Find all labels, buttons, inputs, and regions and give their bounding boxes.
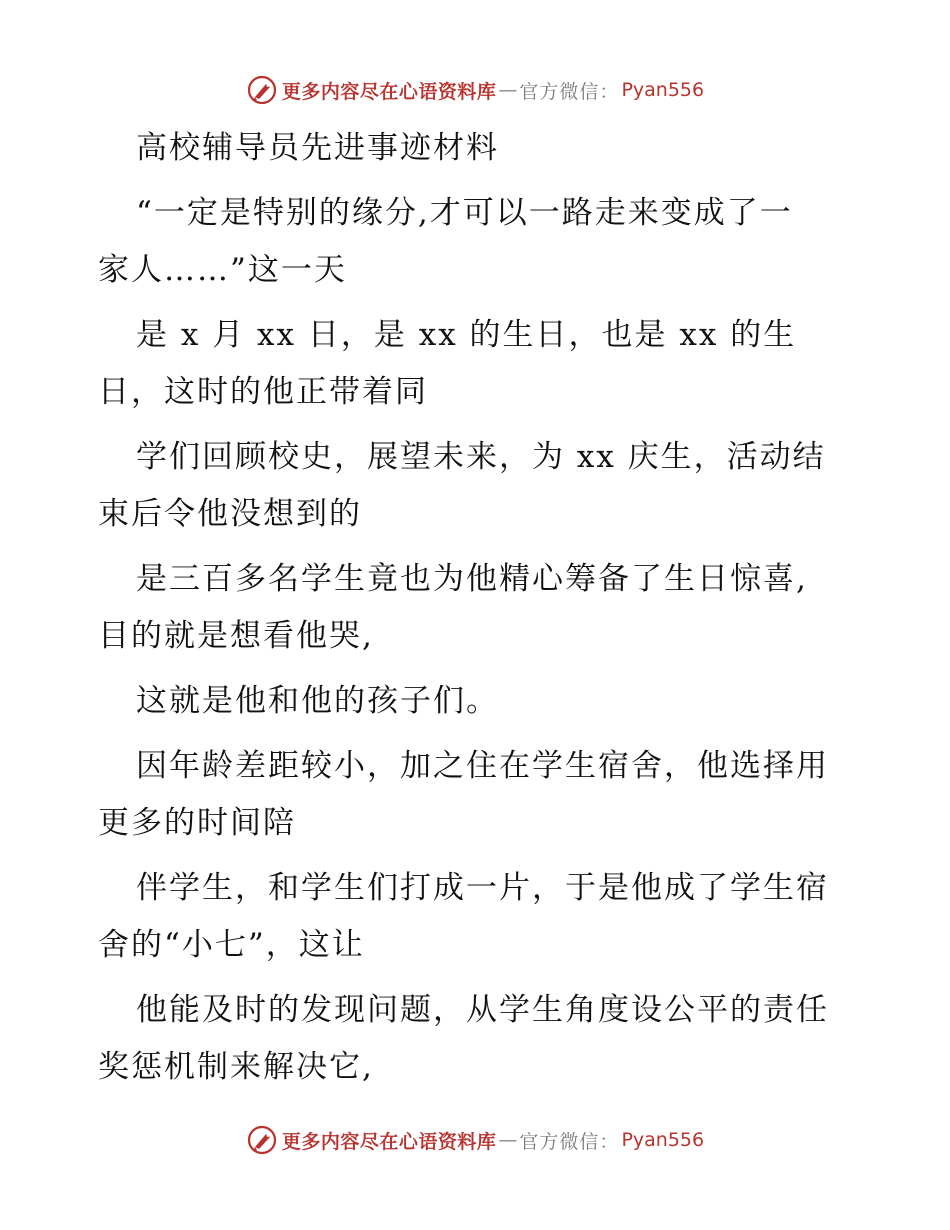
paragraph-line: 这就是他和他的孩子们。 <box>136 683 499 719</box>
banner-site-name: 更多内容尽在心语资料库 <box>281 1130 497 1153</box>
paragraph-line: 他能及时的发现问题，从学生角度设公平的责任 <box>136 992 829 1028</box>
header-banner <box>0 70 950 110</box>
paragraph-line: 学们回顾校史，展望未来，为 xx 庆生，活动结 <box>136 439 826 475</box>
pen-logo-icon <box>246 1124 278 1156</box>
paragraph-line: 是三百多名学生竟也为他精心筹备了生日惊喜, <box>136 561 808 597</box>
paragraph-line: 日，这时的他正带着同 <box>98 374 428 410</box>
document-body <box>98 126 858 1110</box>
paragraph-line: 更多的时间陪 <box>98 805 296 841</box>
banner-dash: — <box>498 79 518 101</box>
paragraph-line: 舍的“小七”，这让 <box>98 927 365 963</box>
banner-wechat-id: Pyan556 <box>621 79 705 101</box>
paragraph-line: 是 x 月 xx 日，是 xx 的生日，也是 xx 的生 <box>136 317 797 353</box>
paragraph-line: “一定是特别的缘分,才可以一路走来变成了一 <box>136 195 793 231</box>
paragraph-line: 束后令他没想到的 <box>98 496 362 532</box>
paragraph-line: 家人……”这一天 <box>98 252 347 288</box>
banner-wechat-label: 官方微信： <box>519 80 620 103</box>
banner-site-name: 更多内容尽在心语资料库 <box>281 80 497 103</box>
banner-wechat-id: Pyan556 <box>621 1129 705 1151</box>
document-title: 高校辅导员先进事迹材料 <box>136 130 499 166</box>
paragraph-line: 伴学生，和学生们打成一片，于是他成了学生宿 <box>136 870 829 906</box>
banner-wechat-label: 官方微信： <box>519 1130 620 1153</box>
paragraph-line: 奖惩机制来解决它, <box>98 1049 374 1085</box>
footer-banner <box>0 1120 950 1160</box>
paragraph-line: 目的就是想看他哭, <box>98 618 374 654</box>
paragraph-line: 因年龄差距较小，加之住在学生宿舍，他选择用 <box>136 748 829 784</box>
pen-logo-icon <box>246 74 278 106</box>
banner-dash: — <box>498 1129 518 1151</box>
